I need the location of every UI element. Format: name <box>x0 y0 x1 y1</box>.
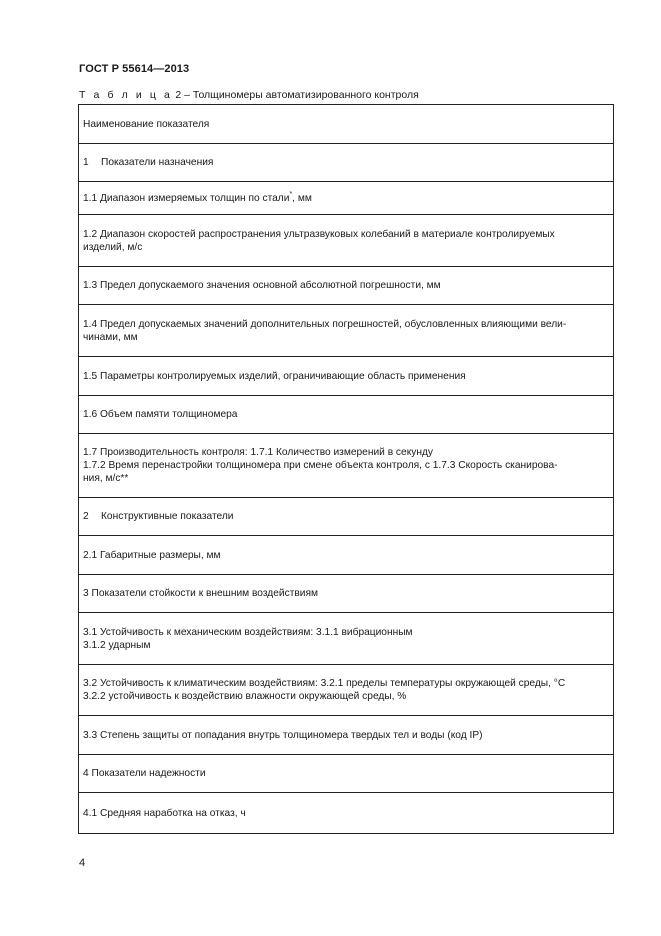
row-text <box>83 192 312 205</box>
table-row <box>79 357 613 396</box>
row-text: 3.1 Устойчивость к механическим воздействиям: 3.1.1 вибрационным 3.1.2 ударным <box>83 626 413 651</box>
row-text: 3.3 Степень защиты от попадания внутрь толщиномера твердых тел и воды (код IP) <box>83 729 483 741</box>
table-row <box>79 575 613 613</box>
document-code: ГОСТ Р 55614—2013 <box>79 63 190 75</box>
table-caption-label: Т а б л и ц а <box>79 89 173 101</box>
row-text-main: 1.1 Диапазон измеряемых толщин по стали <box>83 192 290 204</box>
section-title: Показатели назначения <box>101 157 214 168</box>
table-row <box>79 498 613 536</box>
table-row <box>79 613 613 665</box>
row-text <box>83 510 233 523</box>
table-row <box>79 267 613 305</box>
row-text: 1.4 Предел допускаемых значений дополнительных погрешностей, обусловленных влияющими вели- чинами, мм <box>83 318 567 343</box>
row-text: 1.5 Параметры контролируемых изделий, ограничивающие область применения <box>83 370 466 382</box>
table-row <box>79 755 613 793</box>
page-number: 4 <box>79 857 86 869</box>
row-text: 4 Показатели надежности <box>83 768 206 779</box>
table-row <box>79 716 613 755</box>
table-row <box>79 434 613 498</box>
row-text: 4.1 Средняя наработка на отказ, ч <box>83 807 246 819</box>
row-text: 1.6 Объем памяти толщиномера <box>83 409 238 420</box>
table-caption-text: 2 – Толщиномеры автоматизированного контроля <box>172 89 419 101</box>
row-text-suffix: , мм <box>292 192 312 204</box>
section-number: 1 <box>83 157 89 168</box>
indicators-table <box>78 104 614 834</box>
table-caption <box>79 89 419 101</box>
row-text-header: Наименование показателя <box>83 118 210 130</box>
section-title: Конструктивные показатели <box>101 511 234 522</box>
table-row <box>79 396 613 434</box>
row-text: 1.7 Производительность контроля: 1.7.1 Количество измерений в секунду 1.7.2 Время перенастройки толщиномера при смене объекта контроля, с 1.7.3 Скорость сканирова- ния, м/с** <box>83 447 558 484</box>
row-text: 1.2 Диапазон скоростей распространения ультразвуковых колебаний в материале контролируемых изделий, м/с <box>83 228 555 253</box>
row-text <box>83 156 213 169</box>
section-number: 2 <box>83 511 89 522</box>
table-row <box>79 793 613 833</box>
table-row <box>79 182 613 215</box>
row-text: 3.2 Устойчивость к климатическим воздействиям: 3.2.1 пределы температуры окружающей среды, °C 3.2.2 устойчивость к воздействию влажности окружающей среды, % <box>83 678 566 702</box>
table-row <box>79 665 613 716</box>
row-text: 1.3 Предел допускаемого значения основной абсолютной погрешности, мм <box>83 280 441 291</box>
row-text: 3 Показатели стойкости к внешним воздействиям <box>83 588 318 599</box>
row-text: 2.1 Габаритные размеры, мм <box>83 549 221 561</box>
table-row <box>79 105 613 144</box>
table-row <box>79 305 613 357</box>
table-row <box>79 536 613 575</box>
table-row <box>79 215 613 267</box>
table-row <box>79 144 613 182</box>
footnote-marker: * <box>289 190 293 198</box>
